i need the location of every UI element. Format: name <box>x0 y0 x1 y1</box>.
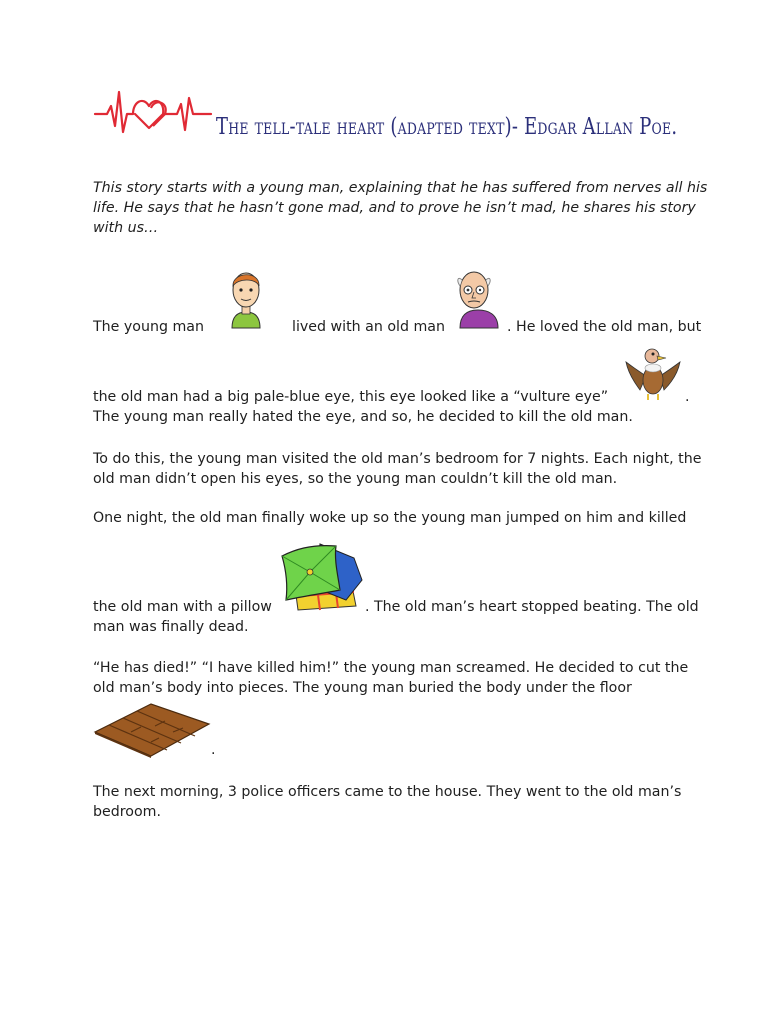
pillow-icon <box>276 536 364 612</box>
text-lived-with: lived with an old man <box>292 319 445 335</box>
vulture-icon <box>620 342 684 402</box>
young-man-icon <box>222 266 270 328</box>
wooden-floor-icon <box>93 702 211 758</box>
text-finally-dead: man was finally dead. <box>93 619 249 635</box>
text-loved-old-man: . He loved the old man, but <box>507 319 702 335</box>
page-title: The tell-tale heart (adapted text)- Edgar Allan Poe. <box>216 114 678 140</box>
text-period-1: . <box>685 389 690 405</box>
text-heart-stopped: . The old man’s heart stopped beating. The old <box>365 599 699 615</box>
intro-paragraph: This story starts with a young man, explaining that he has suffered from nerves all his life. He says that he hasn’t gone mad, and to prove he isn’t mad, he shares his story with us… <box>93 180 708 236</box>
text-vulture-eye: the old man had a big pale-blue eye, this eye looked like a “vulture eye” <box>93 389 609 405</box>
text-with-pillow: the old man with a pillow <box>93 599 272 615</box>
text-young-man: The young man <box>93 319 204 335</box>
paragraph-7-nights: To do this, the young man visited the old man’s bedroom for 7 nights. Each night, the old man didn’t open his eyes, so the young man couldn’t kill the old man. <box>93 451 702 487</box>
text-has-died: “He has died!” “I have killed him!” the young man screamed. He decided to cut the <box>93 660 689 676</box>
text-hated-eye: The young man really hated the eye, and so, he decided to kill the old man. <box>93 409 633 425</box>
heartbeat-heart-icon <box>93 84 213 144</box>
text-buried-body: old man’s body into pieces. The young man buried the body under the floor <box>93 680 632 696</box>
text-period-2: . <box>211 742 216 758</box>
paragraph-police: The next morning, 3 police officers came to the house. They went to the old man’s bedroom. <box>93 784 682 820</box>
text-one-night: One night, the old man finally woke up so the young man jumped on him and killed <box>93 510 687 526</box>
old-man-icon <box>448 266 504 328</box>
